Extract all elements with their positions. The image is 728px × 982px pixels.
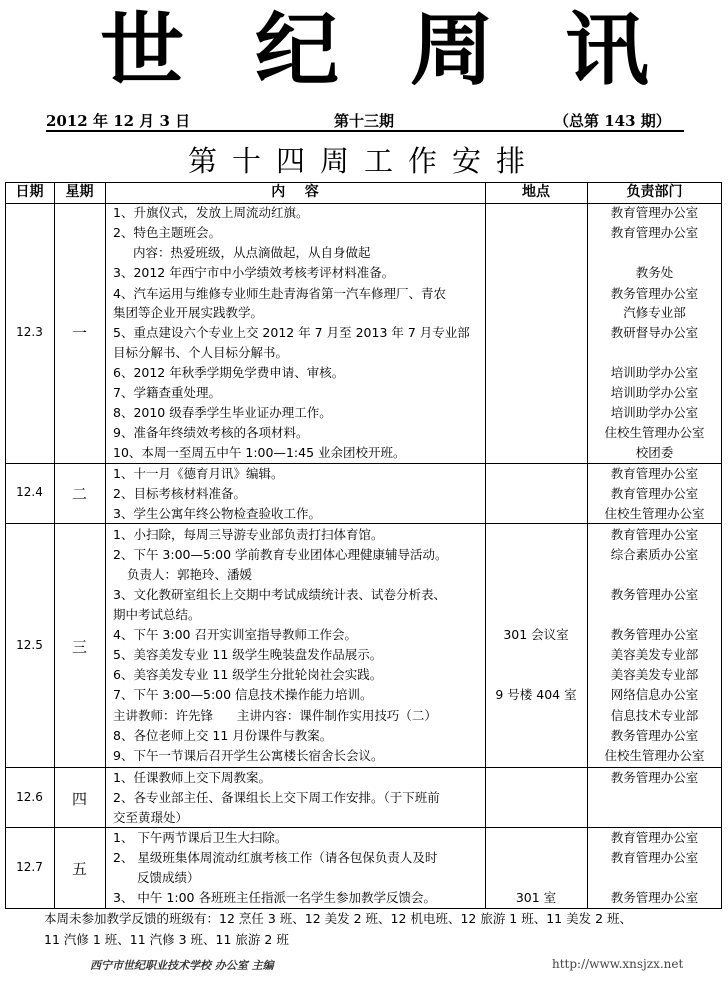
dept-cell: 汽修专业部 [623,305,686,320]
content-line: 2、目标考核材料准备。 [113,486,246,501]
content-line: 4、汽车运用与维修专业师生赴青海省第一汽车修理厂、青农 [113,286,446,301]
content-line: 10、本周一至周五中午 1:00—1:45 业余团校开班。 [113,445,406,460]
schedule-title: 第十四周工作安排 [187,144,540,178]
footnote-line: 11 汽修 1 班、11 汽修 3 班、11 旅游 2 班 [44,932,289,947]
weekday-cell: 二 [71,485,87,503]
content-line: 1、小扫除，每周三导游专业部负责打扫体育馆。 [113,527,384,542]
issue-rule [46,130,684,132]
content-line: 负责人：郭艳玲、潘媛 [127,567,253,582]
content-line: 9、下午一节课后召开学生公寓楼长宿舍长会议。 [113,748,384,763]
weekday-cell: 三 [71,638,87,656]
footer-publisher: 西宁市世纪职业技术学校 办公室 主编 [90,959,274,972]
content-line: 9、准备年终绩效考核的各项材料。 [113,425,309,440]
date-cell: 12.6 [16,790,43,804]
column-divider [105,182,106,909]
content-line: 6、美容美发专业 11 级学生分批轮岗社会实践。 [113,667,383,682]
content-line: 反馈成绩） [137,870,200,885]
footer-url: http://www.xnsjzx.net [552,957,684,971]
content-line: 2、特色主题班会。 [113,225,221,240]
dept-cell: 教育管理办公室 [610,486,699,501]
dept-cell: 教育管理办公室 [610,466,699,481]
content-line: 7、下午 3:00—5:00 信息技术操作能力培训。 [113,687,373,702]
issue-total: （总第 143 期） [554,112,671,130]
header-content: 内 容 [271,184,319,200]
dept-cell: 教研督导办公室 [610,325,699,340]
dept-cell: 校团委 [635,445,674,460]
location-cell: 301 会议室 [503,627,569,642]
content-line: 1、十一月《德育月讯》编辑。 [113,466,284,481]
dept-cell: 教育管理办公室 [610,205,699,220]
content-line: 4、下午 3:00 召开实训室指导教师工作会。 [113,627,357,642]
issue-date: 2012 年 12 月 3 日 [46,112,191,130]
content-line: 目标分解书、个人目标分解书。 [113,345,289,360]
dept-cell: 教务管理办公室 [610,890,699,905]
date-cell: 12.3 [16,325,43,339]
content-line: 3、2012 年西宁市中小学绩效考核考评材料准备。 [113,265,395,280]
dept-cell: 教务管理办公室 [610,627,699,642]
dept-cell: 住校生管理办公室 [604,748,705,763]
content-line: 2、 星级班集体周流动红旗考核工作（请各包保负责人及时 [113,850,438,865]
dept-cell: 教务管理办公室 [610,770,699,785]
dept-cell: 网络信息办公室 [610,687,699,702]
content-line: 主讲教师：许先锋 主讲内容：课件制作实用技巧（二） [113,708,437,723]
content-line: 集团等企业开展实践教学。 [113,305,264,320]
dept-cell: 教育管理办公室 [610,830,699,845]
content-line: 5、美容美发专业 11 级学生晚装盘发作品展示。 [113,647,383,662]
dept-cell: 教务管理办公室 [610,286,699,301]
issue-number: 第十三期 [334,112,395,130]
dept-cell: 教育管理办公室 [610,225,699,240]
weekday-cell: 一 [71,324,87,342]
date-cell: 12.7 [16,860,43,874]
issue-line [46,110,686,130]
header-location: 地点 [522,184,550,200]
dept-cell: 综合素质办公室 [610,547,699,562]
masthead-char: 世 [100,2,185,97]
dept-cell: 信息技术专业部 [610,708,699,723]
dept-cell: 教育管理办公室 [610,527,699,542]
content-line: 1、任课教师上交下周教案。 [113,770,271,785]
dept-cell: 住校生管理办公室 [604,425,705,440]
dept-cell: 教务处 [635,265,674,280]
dept-cell: 教务管理办公室 [610,728,699,743]
masthead-char: 讯 [565,2,650,97]
date-cell: 12.5 [16,638,43,652]
weekday-cell: 四 [71,790,87,808]
column-divider [485,182,486,909]
content-line: 交至黄璟处） [113,810,189,825]
header-weekday: 星期 [65,184,94,200]
content-line: 3、文化教研室组长上交期中考试成绩统计表、试卷分析表、 [113,587,446,602]
header-date: 日期 [15,184,44,200]
content-line: 7、学籍查重处理。 [113,385,221,400]
content-line: 2、下午 3:00—5:00 学前教育专业团体心理健康辅导活动。 [113,547,448,562]
dept-cell: 教务管理办公室 [610,587,699,602]
date-cell: 12.4 [16,485,43,499]
content-line: 8、2010 级春季学生毕业证办理工作。 [113,405,332,420]
dept-cell: 美容美发专业部 [610,647,699,662]
masthead-char: 周 [410,2,495,97]
dept-cell: 培训助学办公室 [610,405,699,420]
content-line: 内容：热爱班级，从点滴做起，从自身做起 [133,245,371,260]
location-cell: 9 号楼 404 室 [495,687,577,702]
content-line: 1、升旗仪式，发放上周流动红旗。 [113,205,309,220]
dept-cell: 住校生管理办公室 [604,506,705,521]
content-line: 6、2012 年秋季学期免学费申请、审核。 [113,365,345,380]
dept-cell: 培训助学办公室 [610,385,699,400]
content-line: 5、重点建设六个专业上交 2012 年 7 月至 2013 年 7 月专业部 [113,325,470,340]
dept-cell: 培训助学办公室 [610,365,699,380]
content-line: 1、 下午两节课后卫生大扫除。 [113,830,288,845]
dept-cell: 教育管理办公室 [610,850,699,865]
header-dept: 负责部门 [626,184,683,200]
weekday-cell: 五 [71,860,87,878]
content-line: 3、学生公寓年终公物检查验收工作。 [113,506,321,521]
content-line: 期中考试总结。 [113,607,201,622]
dept-cell: 美容美发专业部 [610,667,699,682]
masthead-char: 纪 [255,2,340,97]
content-line: 2、各专业部主任、备课组长上交下周工作安排。（于下班前 [113,790,440,805]
location-cell: 301 室 [515,890,557,905]
masthead [0,2,728,98]
footnote-line: 本周未参加教学反馈的班级有：12 烹任 3 班、12 美发 2 班、12 机电班、12 旅游 1 班、11 美发 2 班、 [44,911,632,926]
content-line: 8、各位老师上交 11 月份课件与教案。 [113,728,333,743]
content-line: 3、 中午 1:00 各班班主任指派一名学生参加教学反馈会。 [113,890,436,905]
